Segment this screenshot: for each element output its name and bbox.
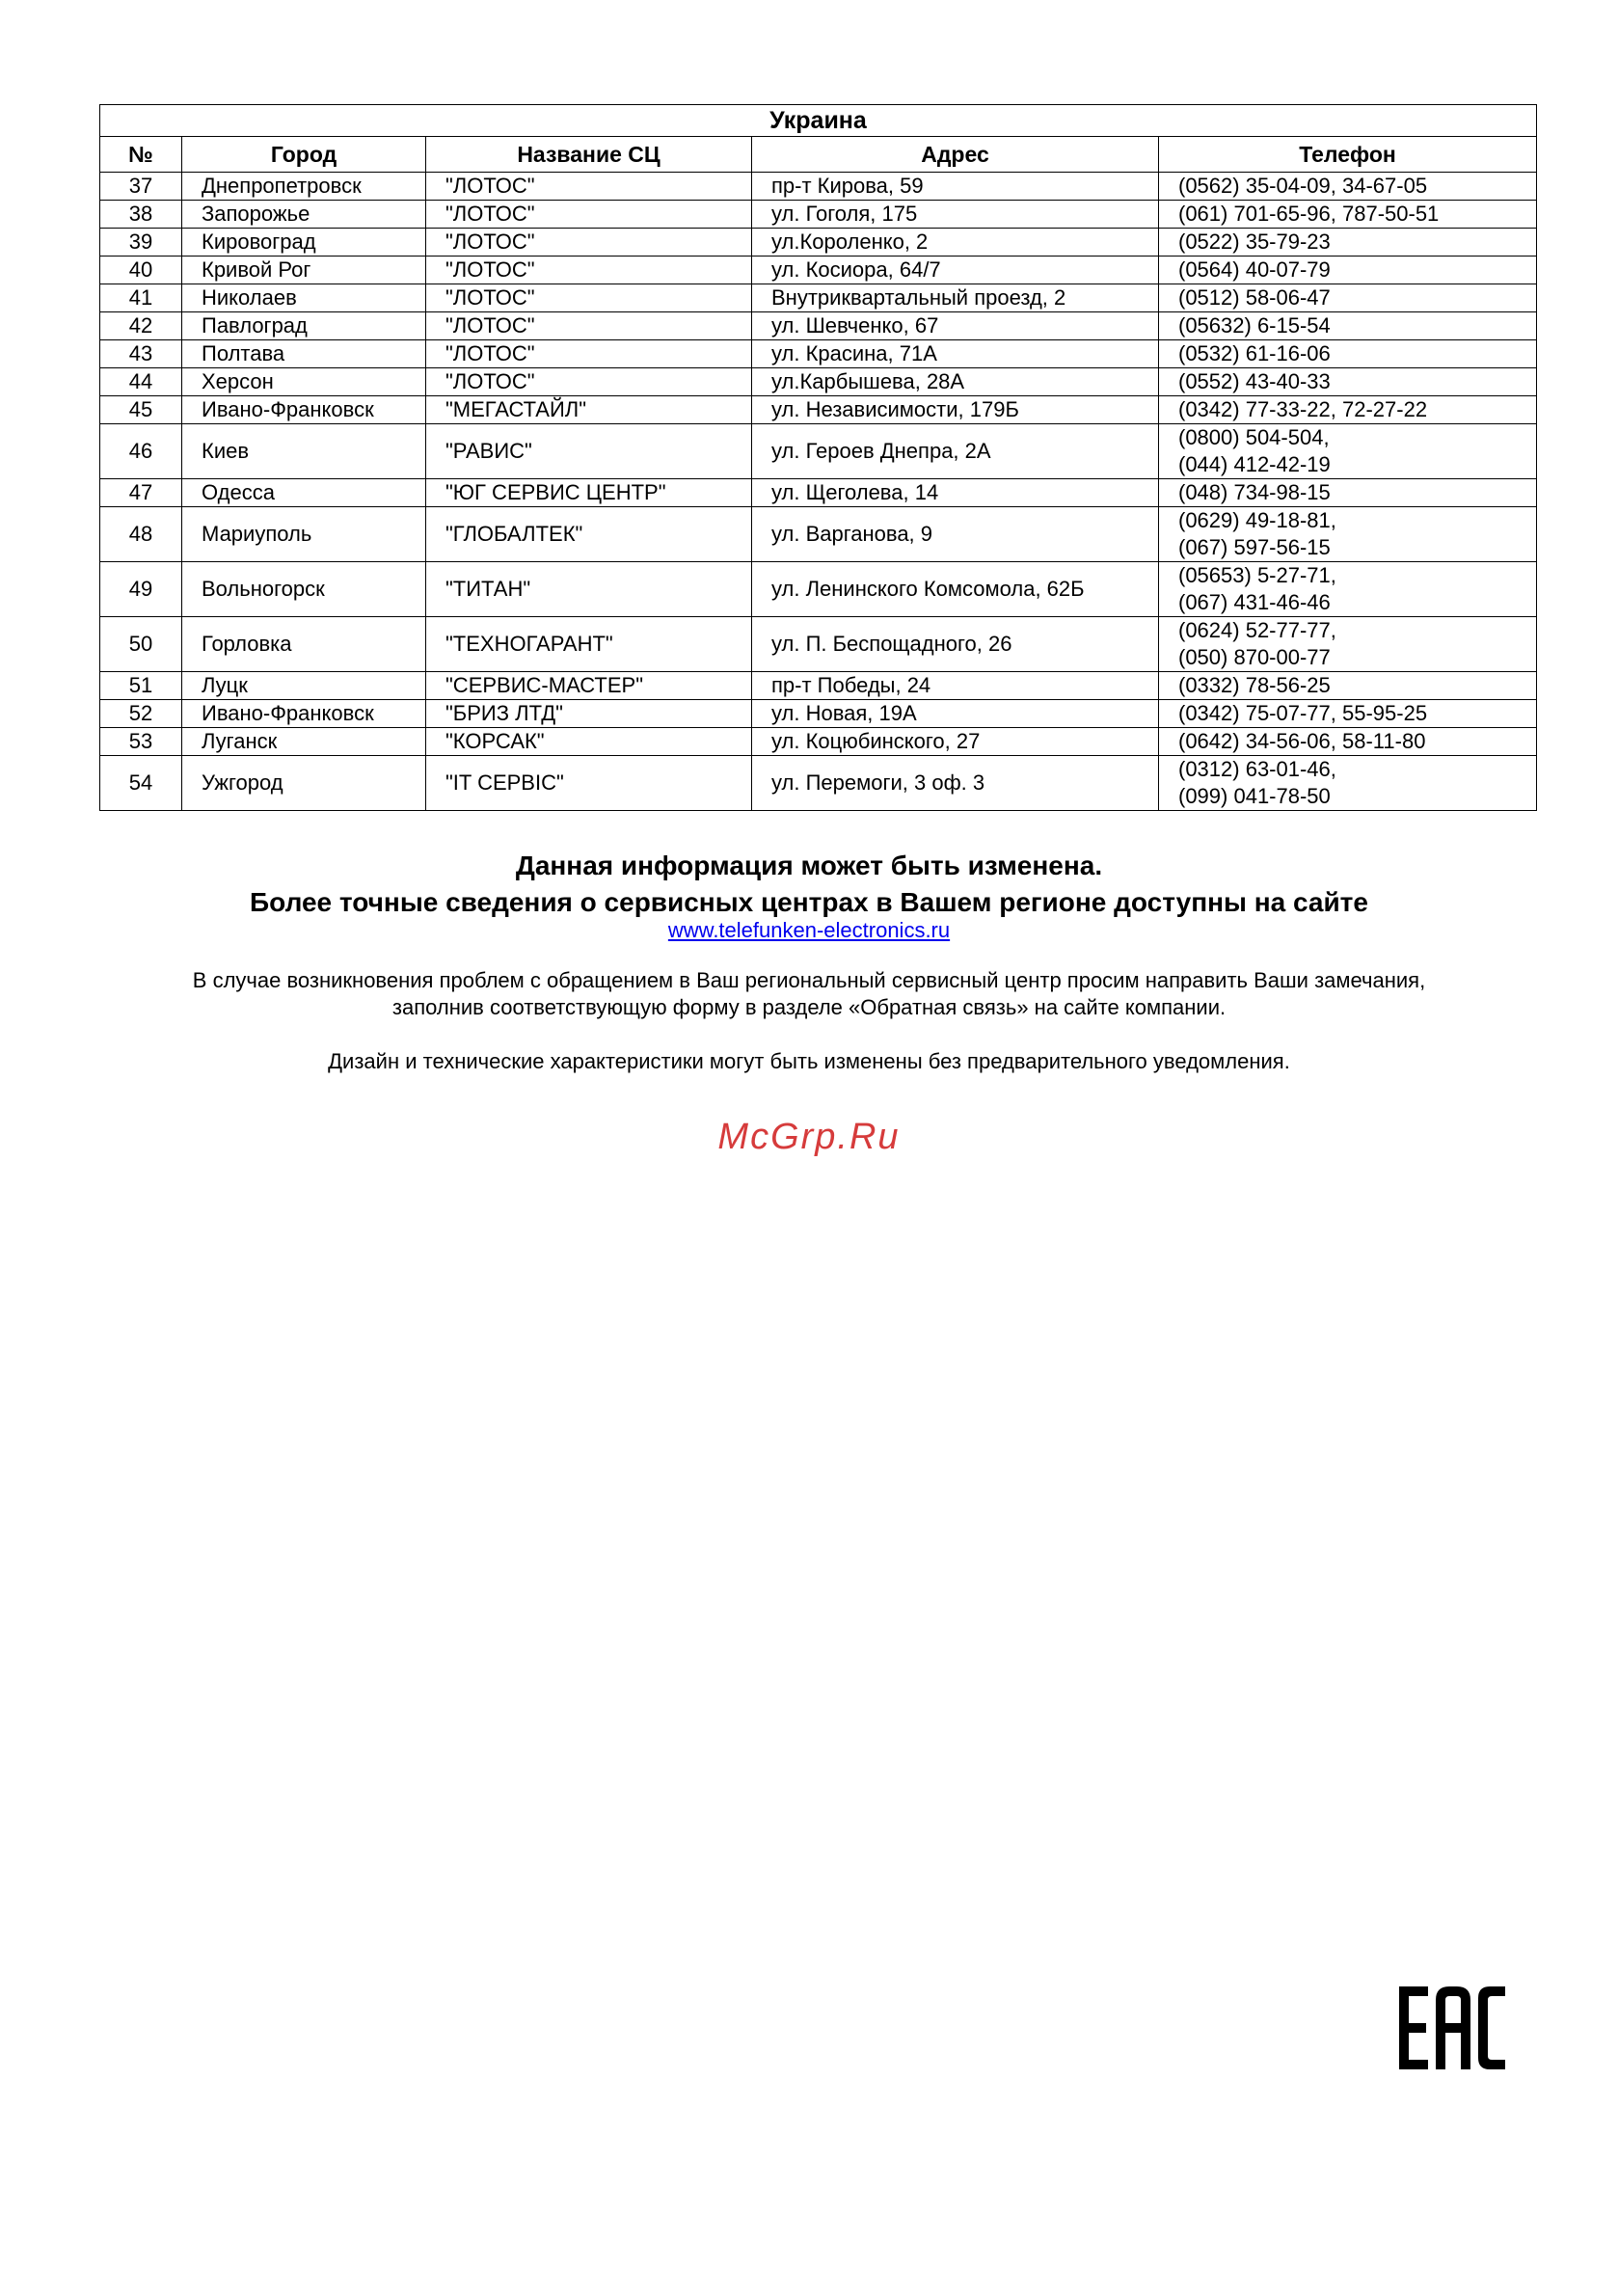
cell-address: ул. Косиора, 64/7	[752, 257, 1159, 284]
cell-city: Вольногорск	[182, 562, 426, 617]
cell-name: "КОРСАК"	[426, 728, 752, 756]
cell-num: 50	[100, 617, 182, 672]
cell-phone: (05653) 5-27-71, (067) 431-46-46	[1159, 562, 1537, 617]
cell-num: 37	[100, 173, 182, 201]
cell-address: ул.Короленко, 2	[752, 229, 1159, 257]
cell-phone: (0342) 77-33-22, 72-27-22	[1159, 396, 1537, 424]
cell-phone: (0312) 63-01-46, (099) 041-78-50	[1159, 756, 1537, 811]
cell-num: 43	[100, 340, 182, 368]
header-name: Название СЦ	[426, 137, 752, 173]
cell-address: ул. Красина, 71А	[752, 340, 1159, 368]
complaint-text-line-2: заполнив соответствующую форму в разделе «Обратная связь» на сайте компании.	[391, 995, 1227, 1019]
header-phone: Телефон	[1159, 137, 1537, 173]
cell-name: "ЛОТОС"	[426, 257, 752, 284]
cell-name: "ЛОТОС"	[426, 229, 752, 257]
cell-name: "ЛОТОС"	[426, 173, 752, 201]
cell-num: 49	[100, 562, 182, 617]
cell-name: "ТЕХНОГАРАНТ"	[426, 617, 752, 672]
cell-city: Мариуполь	[182, 507, 426, 562]
cell-phone: (05632) 6-15-54	[1159, 312, 1537, 340]
cell-city: Кировоград	[182, 229, 426, 257]
cell-address: ул. Коцюбинского, 27	[752, 728, 1159, 756]
cell-address: ул. Варганова, 9	[752, 507, 1159, 562]
cell-phone: (0342) 75-07-77, 55-95-25	[1159, 700, 1537, 728]
header-city: Город	[182, 137, 426, 173]
complaint-text-line-1: В случае возникновения проблем с обращением в Ваш региональный сервисный центр просим направить Ваши замечания,	[192, 968, 1426, 992]
cell-city: Павлоград	[182, 312, 426, 340]
cell-num: 42	[100, 312, 182, 340]
cell-num: 46	[100, 424, 182, 479]
eac-mark-icon	[1399, 1986, 1505, 2069]
table-row	[100, 479, 1537, 507]
cell-city: Киев	[182, 424, 426, 479]
cell-name: "ЛОТОС"	[426, 201, 752, 229]
table-row	[100, 617, 1537, 672]
cell-phone: (0564) 40-07-79	[1159, 257, 1537, 284]
table-row	[100, 672, 1537, 700]
cell-city: Полтава	[182, 340, 426, 368]
cell-name: "СЕРВИС-МАСТЕР"	[426, 672, 752, 700]
cell-city: Николаев	[182, 284, 426, 312]
cell-phone: (0522) 35-79-23	[1159, 229, 1537, 257]
cell-city: Днепропетровск	[182, 173, 426, 201]
cell-name: "БРИЗ ЛТД"	[426, 700, 752, 728]
cell-city: Луцк	[182, 672, 426, 700]
cell-address: пр-т Победы, 24	[752, 672, 1159, 700]
cell-phone: (0624) 52-77-77, (050) 870-00-77	[1159, 617, 1537, 672]
table-row	[100, 229, 1537, 257]
watermark: McGrp.Ru	[717, 1117, 901, 1157]
cell-phone: (0800) 504-504, (044) 412-42-19	[1159, 424, 1537, 479]
cell-city: Кривой Рог	[182, 257, 426, 284]
cell-phone: (048) 734-98-15	[1159, 479, 1537, 507]
cell-address: ул.Карбышева, 28А	[752, 368, 1159, 396]
cell-num: 47	[100, 479, 182, 507]
cell-name: "ЛОТОС"	[426, 312, 752, 340]
cell-address: ул. Щеголева, 14	[752, 479, 1159, 507]
notice-line-1: Данная информация может быть изменена.	[515, 851, 1103, 880]
cell-phone: (0532) 61-16-06	[1159, 340, 1537, 368]
cell-num: 39	[100, 229, 182, 257]
cell-num: 52	[100, 700, 182, 728]
cell-address: ул. Героев Днепра, 2А	[752, 424, 1159, 479]
header-num: №	[100, 137, 182, 173]
cell-name: "МЕГАСТАЙЛ"	[426, 396, 752, 424]
table-row	[100, 562, 1537, 617]
website-link[interactable]: www.telefunken-electronics.ru	[667, 918, 951, 942]
cell-phone: (0562) 35-04-09, 34-67-05	[1159, 173, 1537, 201]
cell-name: "IT СЕРВІС"	[426, 756, 752, 811]
website-link-container	[0, 916, 1618, 945]
cell-num: 53	[100, 728, 182, 756]
table-row	[100, 257, 1537, 284]
table-row	[100, 312, 1537, 340]
cell-name: "ЮГ СЕРВИС ЦЕНТР"	[426, 479, 752, 507]
cell-num: 38	[100, 201, 182, 229]
cell-phone: (0552) 43-40-33	[1159, 368, 1537, 396]
table-row	[100, 700, 1537, 728]
design-disclaimer: Дизайн и технические характеристики могут быть изменены без предварительного уведомления.	[328, 1049, 1290, 1073]
table-row	[100, 396, 1537, 424]
cell-phone: (0629) 49-18-81, (067) 597-56-15	[1159, 507, 1537, 562]
cell-city: Луганск	[182, 728, 426, 756]
table-row	[100, 284, 1537, 312]
cell-city: Ивано-Франковск	[182, 700, 426, 728]
table-row	[100, 507, 1537, 562]
table-row	[100, 756, 1537, 811]
cell-num: 51	[100, 672, 182, 700]
cell-phone: (0332) 78-56-25	[1159, 672, 1537, 700]
cell-name: "ТИТАН"	[426, 562, 752, 617]
cell-city: Запорожье	[182, 201, 426, 229]
cell-num: 48	[100, 507, 182, 562]
cell-address: ул. П. Беспощадного, 26	[752, 617, 1159, 672]
table-row	[100, 340, 1537, 368]
cell-name: "РАВИС"	[426, 424, 752, 479]
table-row	[100, 424, 1537, 479]
cell-phone: (0512) 58-06-47	[1159, 284, 1537, 312]
cell-phone: (061) 701-65-96, 787-50-51	[1159, 201, 1537, 229]
cell-num: 45	[100, 396, 182, 424]
cell-address: ул. Шевченко, 67	[752, 312, 1159, 340]
cell-address: ул. Независимости, 179Б	[752, 396, 1159, 424]
cell-name: "ЛОТОС"	[426, 284, 752, 312]
table-row	[100, 728, 1537, 756]
cell-name: "ГЛОБАЛТЕК"	[426, 507, 752, 562]
cell-num: 44	[100, 368, 182, 396]
table-country-title: Украина	[100, 105, 1537, 137]
cell-city: Одесса	[182, 479, 426, 507]
cell-address: ул. Ленинского Комсомола, 62Б	[752, 562, 1159, 617]
cell-city: Ужгород	[182, 756, 426, 811]
table-row	[100, 201, 1537, 229]
cell-address: ул. Новая, 19А	[752, 700, 1159, 728]
cell-phone: (0642) 34-56-06, 58-11-80	[1159, 728, 1537, 756]
cell-address: Внутриквартальный проезд, 2	[752, 284, 1159, 312]
cell-num: 54	[100, 756, 182, 811]
cell-name: "ЛОТОС"	[426, 340, 752, 368]
cell-address: ул. Перемоги, 3 оф. 3	[752, 756, 1159, 811]
cell-city: Горловка	[182, 617, 426, 672]
cell-city: Херсон	[182, 368, 426, 396]
table-row	[100, 173, 1537, 201]
cell-num: 41	[100, 284, 182, 312]
cell-address: ул. Гоголя, 175	[752, 201, 1159, 229]
cell-city: Ивано-Франковск	[182, 396, 426, 424]
header-address: Адрес	[752, 137, 1159, 173]
cell-name: "ЛОТОС"	[426, 368, 752, 396]
service-centers-table	[99, 104, 1537, 811]
notice-line-2: Более точные сведения о сервисных центрах в Вашем регионе доступны на сайте	[250, 887, 1368, 917]
table-row	[100, 368, 1537, 396]
cell-address: пр-т Кирова, 59	[752, 173, 1159, 201]
cell-num: 40	[100, 257, 182, 284]
